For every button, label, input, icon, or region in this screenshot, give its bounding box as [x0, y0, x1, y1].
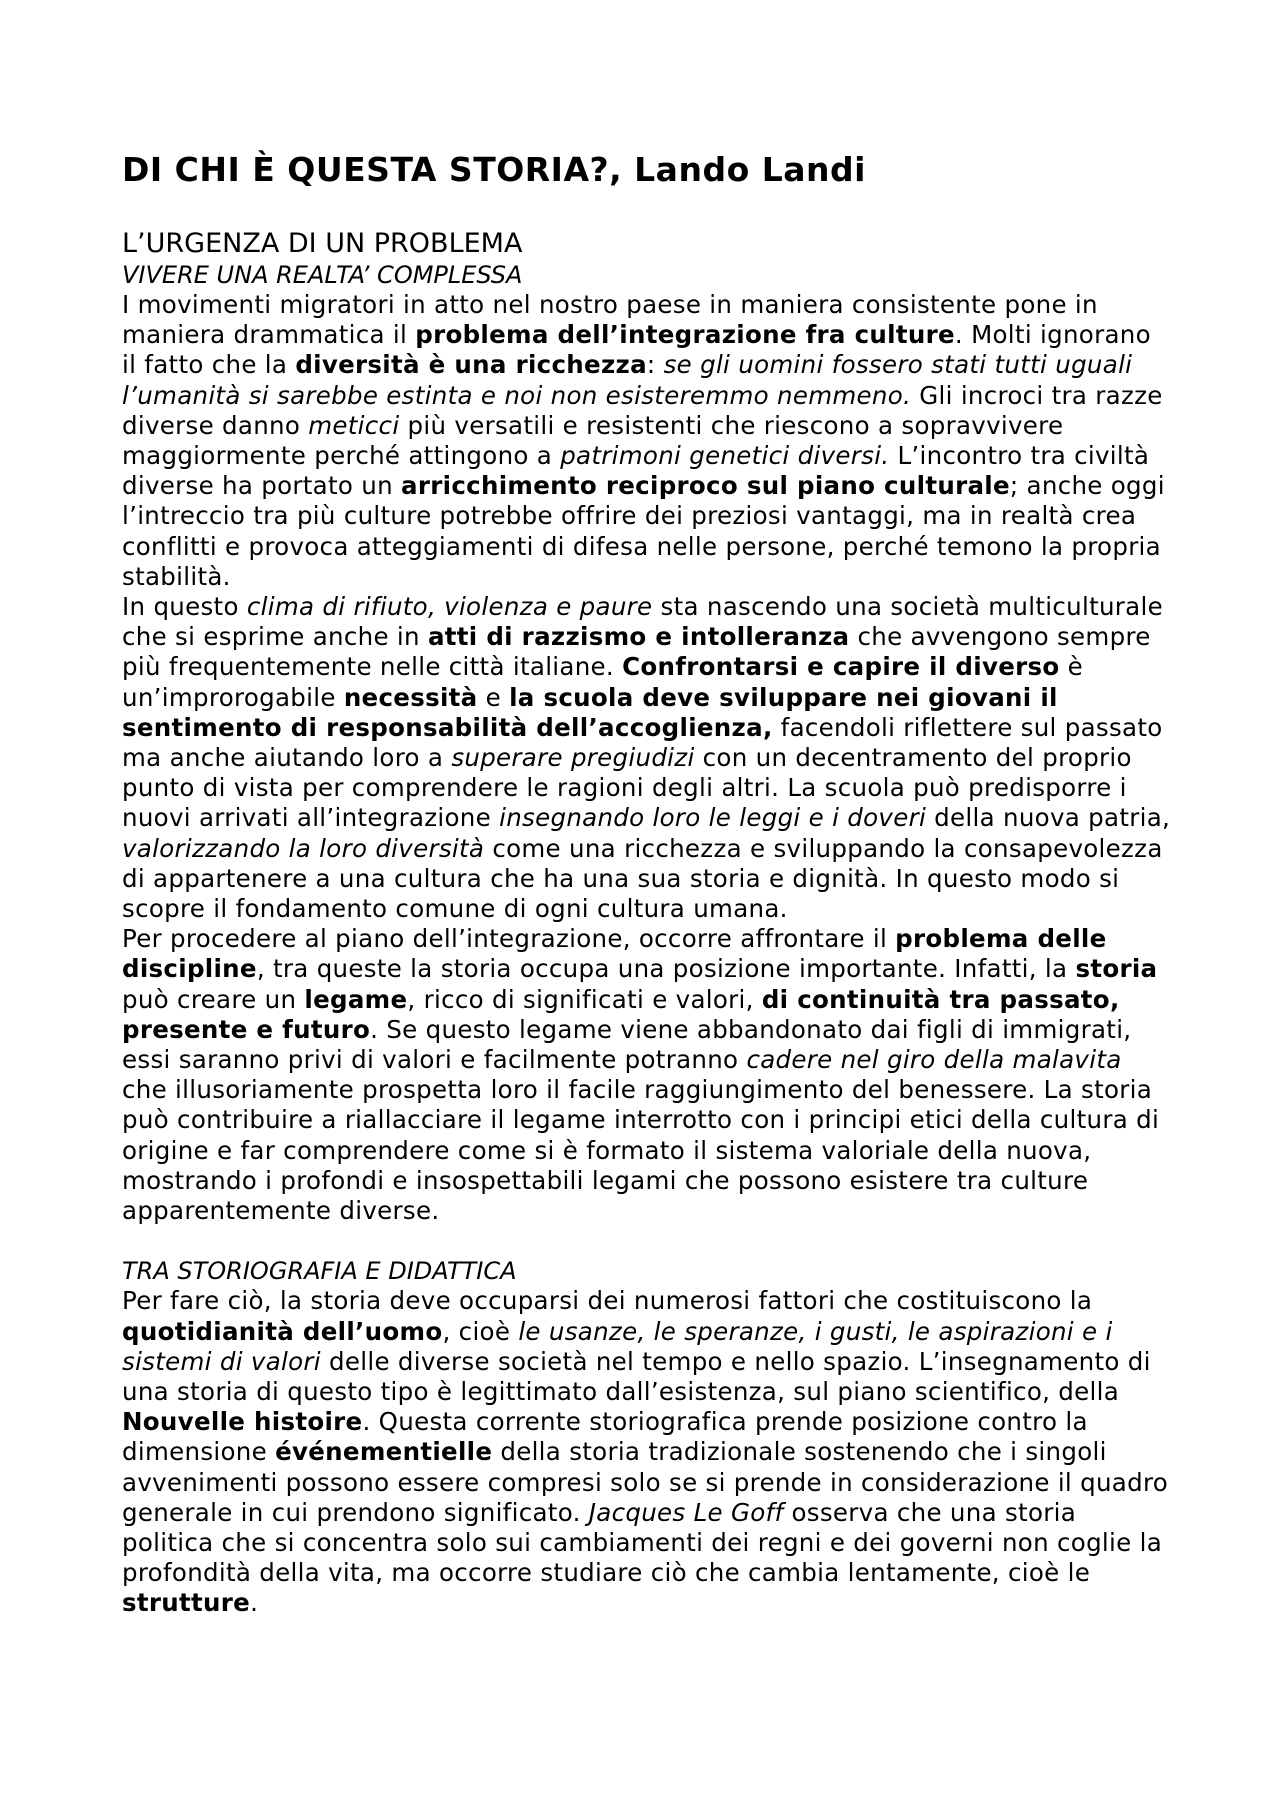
document-title: DI CHI È QUESTA STORIA?, Lando Landi: [122, 150, 866, 189]
text-run: Gli incroci tra razze diverse danno: [122, 380, 1163, 440]
bold-text: arricchimento reciproco sul piano culturale: [401, 471, 1010, 501]
bold-text: quotidianità dell’uomo: [122, 1316, 443, 1346]
section-title: L’URGENZA DI UN PROBLEMA: [122, 228, 523, 259]
paragraph-2: [122, 592, 1172, 924]
text-run: con un decentramento del proprio punto di vista per comprendere le ragioni degli altri. La scuola può predisporre i nuovi arrivati all’integrazione: [122, 743, 1132, 833]
text-run: Per procedere al piano dell’integrazione, occorre affrontare il: [122, 924, 896, 954]
text-run: e: [477, 682, 510, 712]
text-run: Per fare ciò, la storia deve occuparsi dei numerosi fattori che costituiscono la: [122, 1286, 1093, 1316]
text-run: ; anche oggi l’intreccio tra più culture potrebbe offrire dei preziosi vantaggi, ma in realtà crea conflitti e provoca atteggiamenti di difesa nelle persone, perché temono la propria stabilità.: [122, 471, 1165, 591]
subsection-title-vivere: VIVERE UNA REALTA’ COMPLESSA: [122, 261, 523, 289]
italic-text: patrimoni genetici diversi.: [560, 441, 890, 471]
text-run: In questo: [122, 592, 247, 622]
text-run: L’incontro tra civiltà diverse ha portato un: [122, 441, 1150, 501]
document-page: [122, 150, 1172, 1619]
text-run: osserva che una storia politica che si concentra solo sui cambiamenti dei regni e dei governi non coglie la profondità della vita, ma occorre studiare ciò che cambia lentamente, cioè le: [122, 1497, 1163, 1588]
italic-text: clima di rifiuto, violenza e paure: [246, 592, 653, 622]
text-run: . Molti ignorano il fatto che la: [122, 320, 1151, 380]
text-run: .: [250, 1588, 259, 1618]
text-run: . Se questo legame viene abbandonato dai figli di immigrati, essi saranno privi di valori e facilmente potranno: [122, 1014, 1132, 1075]
text-run: , tra queste la storia occupa una posizione importante. Infatti, la: [256, 954, 1076, 984]
text-run: può creare un: [122, 984, 305, 1014]
bold-text: strutture: [122, 1588, 251, 1618]
italic-text: insegnando loro le leggi e i doveri: [499, 803, 927, 833]
bold-text: problema dell’integrazione fra culture: [415, 320, 955, 350]
text-run: facendoli riflettere sul passato ma anche aiutando loro a: [122, 712, 1163, 773]
bold-text: necessità: [343, 682, 478, 712]
text-run: , cioè: [442, 1316, 519, 1346]
bold-text: Confrontarsi e capire il diverso: [622, 652, 1060, 682]
subsection-title-storiografia: TRA STORIOGRAFIA E DIDATTICA: [122, 1257, 517, 1286]
paragraph-3: [122, 924, 1172, 1226]
text-run: è un’improrogabile: [122, 652, 1083, 712]
bold-text: la scuola deve sviluppare nei giovani il sentimento di responsabilità dell’accoglienza,: [122, 682, 1058, 742]
paragraph-4: [122, 1286, 1172, 1618]
text-run: della storia tradizionale sostenendo che i singoli avvenimenti possono essere compresi solo se si prende in considerazione il quadro generale in cui prendono significato.: [122, 1437, 1169, 1527]
text-run: :: [646, 350, 664, 380]
text-run: sta nascendo una società multiculturale che si esprime anche in: [122, 592, 1163, 652]
italic-text: se gli uomini fossero stati tutti uguali l’umanità si sarebbe estinta e noi non esisteremmo nemmeno.: [122, 350, 1133, 410]
italic-text: le usanze, le speranze, i gusti, le aspirazioni e i sistemi di valori: [122, 1316, 1113, 1376]
bold-text: atti di razzismo e intolleranza: [427, 622, 850, 652]
text-run: più versatili e resistenti che riescono a sopravvivere maggiormente perché attingono a: [122, 410, 1064, 471]
section-gap: [122, 1226, 1172, 1256]
bold-text: storia: [1075, 954, 1158, 984]
text-run: delle diverse società nel tempo e nello spazio. L’insegnamento di una storia di questo tipo è legittimato dall’esistenza, sul piano scientifico, della: [122, 1346, 1151, 1406]
bold-text: di continuità tra passato, presente e futuro: [122, 984, 1120, 1044]
text-run: che avvengono sempre più frequentemente nelle città italiane.: [122, 622, 1151, 682]
bold-text: événementielle: [275, 1437, 493, 1467]
bold-text: Nouvelle histoire: [122, 1407, 363, 1437]
italic-text: Jacques Le Goff: [588, 1497, 784, 1527]
paragraph-1: [122, 290, 1172, 592]
text-run: , ricco di significati e valori,: [407, 984, 762, 1014]
text-run: . Questa corrente storiografica prende posizione contro la dimensione: [122, 1407, 1088, 1467]
bold-text: problema delle discipline: [122, 924, 1107, 984]
italic-text: valorizzando la loro diversità: [122, 833, 485, 863]
bold-text: diversità è una ricchezza: [295, 350, 647, 380]
italic-text: cadere nel giro della malavita: [746, 1045, 1122, 1075]
italic-text: meticci: [308, 410, 400, 440]
italic-text: superare pregiudizi: [451, 743, 695, 773]
bold-text: legame: [304, 984, 408, 1014]
text-run: che illusoriamente prospetta loro il facile raggiungimento del benessere. La storia può contribuire a riallacciare il legame interrotto con i principi etici della cultura di origine e far comprendere come si è formato il sistema valoriale della nuova, mostrando i profondi e insospettabili legami che possono esistere tra culture apparentemente diverse.: [122, 1075, 1160, 1226]
text-run: I movimenti migratori in atto nel nostro paese in maniera consistente pone in maniera drammatica il: [122, 290, 1098, 350]
text-run: della nuova patria,: [926, 803, 1171, 833]
text-run: come una ricchezza e sviluppando la consapevolezza di appartenere a una cultura che ha una sua storia e dignità. In questo modo si scopre il fondamento comune di ogni cultura umana.: [122, 833, 1163, 924]
